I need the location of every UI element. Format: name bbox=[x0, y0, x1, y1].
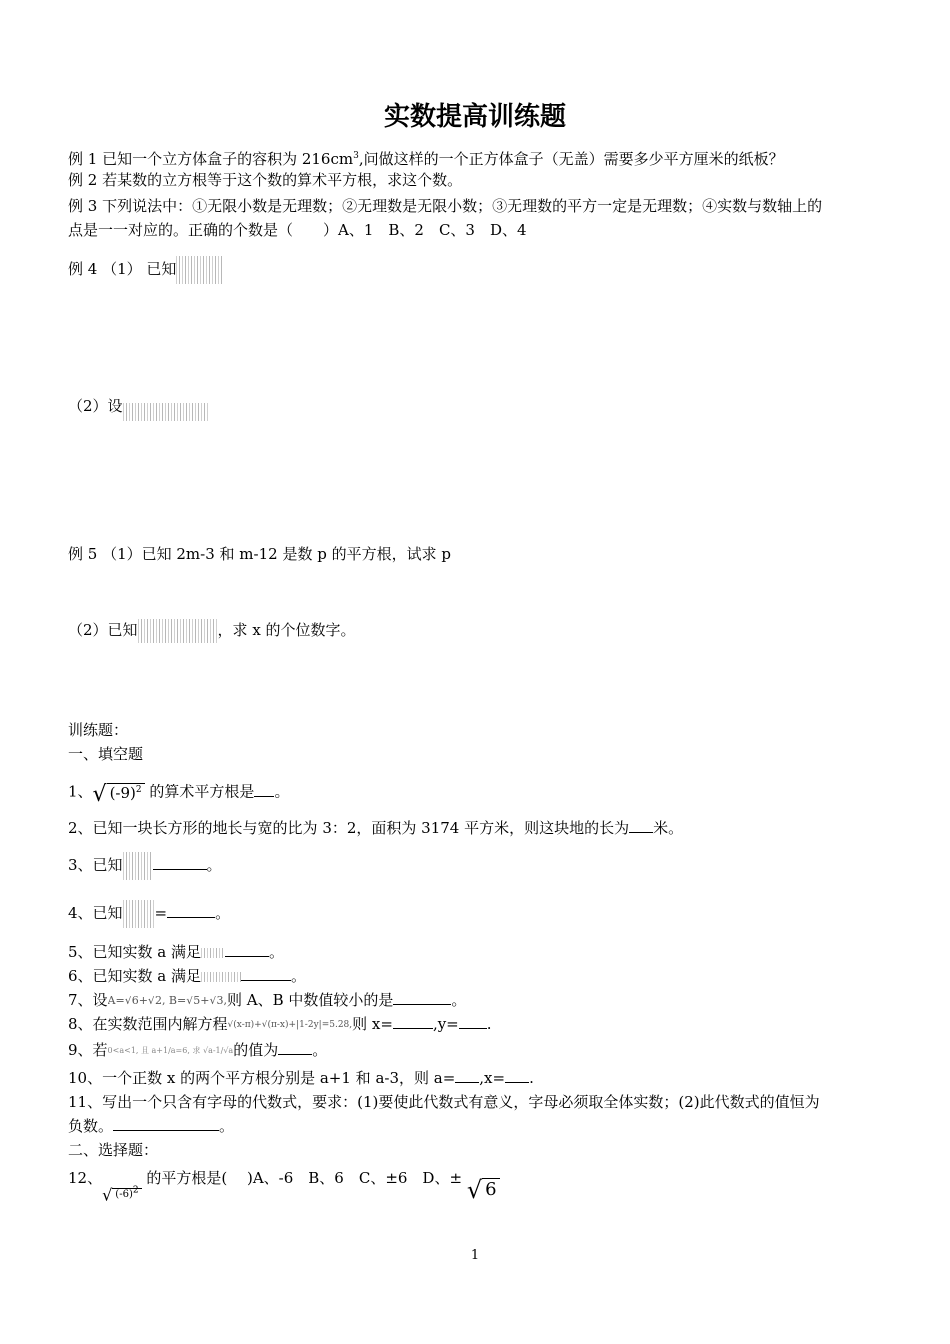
question-2-end: 米。 bbox=[653, 819, 684, 837]
example-3-line-2: 点是一一对应的。正确的个数是（ ）A、1 B、2 C、3 D、4 bbox=[68, 221, 527, 239]
section-choice: 二、选择题： bbox=[68, 1141, 159, 1159]
training-heading: 训练题： bbox=[68, 721, 129, 739]
question-7-text-b: 则 A、B 中数值较小的是 bbox=[226, 991, 394, 1009]
question-12-number: 12、 bbox=[68, 1169, 103, 1187]
question-1-text: 的算术平方根是 bbox=[149, 782, 255, 801]
question-5-end: 。 bbox=[269, 943, 285, 961]
example-5-part-2-text-a: （2）已知 bbox=[68, 621, 138, 639]
formula-image bbox=[123, 852, 153, 880]
question-8-end: . bbox=[486, 1015, 492, 1033]
radical-exponent: 2 bbox=[132, 1185, 139, 1196]
question-7-text: 7、设 bbox=[68, 991, 108, 1009]
answer-blank-y[interactable] bbox=[459, 1014, 487, 1029]
page-number: 1 bbox=[470, 1248, 480, 1263]
answer-blank[interactable] bbox=[254, 782, 274, 797]
formula-inline: A=√6+√2, B=√5+√3, bbox=[107, 996, 227, 1006]
question-11-end: 。 bbox=[219, 1117, 235, 1135]
question-9-end: 。 bbox=[312, 1041, 328, 1059]
answer-blank[interactable] bbox=[241, 966, 291, 981]
example-4-part-2 bbox=[68, 394, 888, 421]
answer-blank[interactable] bbox=[167, 903, 215, 918]
question-3-text: 3、已知 bbox=[68, 856, 123, 874]
formula-image bbox=[123, 403, 209, 421]
question-9 bbox=[68, 1038, 888, 1062]
question-10-x: ,x= bbox=[479, 1069, 506, 1087]
answer-blank[interactable] bbox=[153, 855, 207, 870]
radical-exponent: 2 bbox=[135, 785, 142, 795]
formula-image bbox=[201, 972, 241, 982]
question-4-end: 。 bbox=[215, 904, 231, 922]
question-10 bbox=[68, 1066, 888, 1090]
question-4 bbox=[68, 900, 888, 928]
question-6-end: 。 bbox=[291, 967, 307, 985]
answer-blank[interactable] bbox=[225, 942, 269, 957]
example-1-text-b: ,问做这样的一个正方体盒子（无盖）需要多少平方厘米的纸板？ bbox=[358, 150, 784, 168]
formula-image bbox=[138, 619, 218, 643]
formula-inline: 0<a<1, 且 a+1/a=6, 求 √a-1/√a bbox=[107, 1046, 234, 1055]
formula-image bbox=[176, 256, 222, 284]
question-5-text: 5、已知实数 a 满足 bbox=[68, 943, 202, 961]
answer-blank-x[interactable] bbox=[505, 1068, 529, 1083]
question-2 bbox=[68, 816, 888, 840]
answer-blank-x[interactable] bbox=[393, 1014, 433, 1029]
example-4-part-1-text: 例 4 （1） 已知 bbox=[68, 260, 177, 278]
example-1-text-a: 例 1 已知一个立方体盒子的容积为 216cm bbox=[68, 150, 354, 168]
section-fill-in: 一、填空题 bbox=[68, 745, 144, 763]
question-3-end: 。 bbox=[206, 856, 222, 874]
answer-blank[interactable] bbox=[278, 1040, 312, 1055]
question-11-line-2 bbox=[68, 1114, 888, 1138]
example-3-line-1: 例 3 下列说法中：①无限小数是无理数；②无理数是无限小数；③无理数的平方一定是无理数；④实数与数轴上的 bbox=[68, 197, 823, 215]
question-5 bbox=[68, 940, 888, 964]
example-4-part-1 bbox=[68, 256, 888, 284]
question-6 bbox=[68, 964, 888, 988]
question-10-end: . bbox=[529, 1069, 534, 1087]
question-8-text: 8、在实数范围内解方程 bbox=[68, 1015, 228, 1033]
question-1-number: 1、 bbox=[68, 782, 93, 801]
example-1 bbox=[68, 144, 888, 171]
question-11-line-1: 11、写出一个只含有字母的代数式，要求：(1)要使此代数式有意义，字母必须取全体实数；(2)此代数式的值恒为 bbox=[68, 1093, 820, 1111]
radical: √ (-6)2 bbox=[102, 1179, 141, 1207]
question-2-text: 2、已知一块长方形的地长与宽的比为 3：2，面积为 3174 平方米，则这块地的长为 bbox=[68, 819, 630, 837]
answer-blank-a[interactable] bbox=[455, 1068, 479, 1083]
question-3 bbox=[68, 852, 888, 880]
example-4-part-2-text: （2）设 bbox=[68, 397, 123, 415]
example-5-part-1: 例 5 （1）已知 2m-3 和 m-12 是数 p 的平方根，试求 p bbox=[68, 545, 451, 563]
example-1-sup: 3 bbox=[353, 151, 359, 161]
question-7 bbox=[68, 988, 888, 1012]
formula-image bbox=[123, 900, 155, 928]
question-6-text: 6、已知实数 a 满足 bbox=[68, 967, 202, 985]
question-4-text: 4、已知 bbox=[68, 904, 123, 922]
radical: √ $(-9)^2$ bbox=[93, 778, 145, 807]
radical-option-d: √ 6 bbox=[467, 1178, 500, 1202]
question-1 bbox=[68, 778, 888, 807]
answer-blank[interactable] bbox=[393, 990, 451, 1005]
example-5-part-2 bbox=[68, 618, 888, 643]
answer-blank[interactable] bbox=[113, 1116, 219, 1131]
question-12-text: 的平方根是( )A、-6 B、6 C、±6 D、± bbox=[146, 1169, 463, 1187]
example-5-part-2-text-b: ，求 x 的个位数字。 bbox=[217, 621, 356, 639]
radical-content: (-6) bbox=[115, 1189, 133, 1200]
question-9-text-b: 的值为 bbox=[233, 1041, 279, 1059]
radical-content: (-9) bbox=[109, 784, 136, 802]
question-12 bbox=[68, 1166, 888, 1207]
question-11-text: 负数。 bbox=[68, 1117, 114, 1135]
page-title: 实数提高训练题 bbox=[383, 102, 566, 132]
question-10-text: 10、一个正数 x 的两个平方根分别是 a+1 和 a-3，则 a= bbox=[68, 1069, 456, 1087]
example-2: 例 2 若某数的立方根等于这个数的算术平方根，求这个数。 bbox=[68, 171, 463, 189]
radical-option-d-content: 6 bbox=[482, 1178, 499, 1200]
formula-inline: √(x-π)+√(π-x)+|1-2y|=5.28, bbox=[227, 1020, 353, 1030]
question-1-end: 。 bbox=[274, 782, 290, 801]
question-8-x: 则 x= bbox=[352, 1015, 393, 1033]
formula-image bbox=[201, 948, 225, 958]
question-8 bbox=[68, 1012, 888, 1036]
answer-blank[interactable] bbox=[629, 818, 653, 833]
question-9-text: 9、若 bbox=[68, 1041, 108, 1059]
question-7-end: 。 bbox=[451, 991, 467, 1009]
question-4-equals: = bbox=[154, 904, 168, 922]
question-8-y: ,y= bbox=[432, 1015, 459, 1033]
